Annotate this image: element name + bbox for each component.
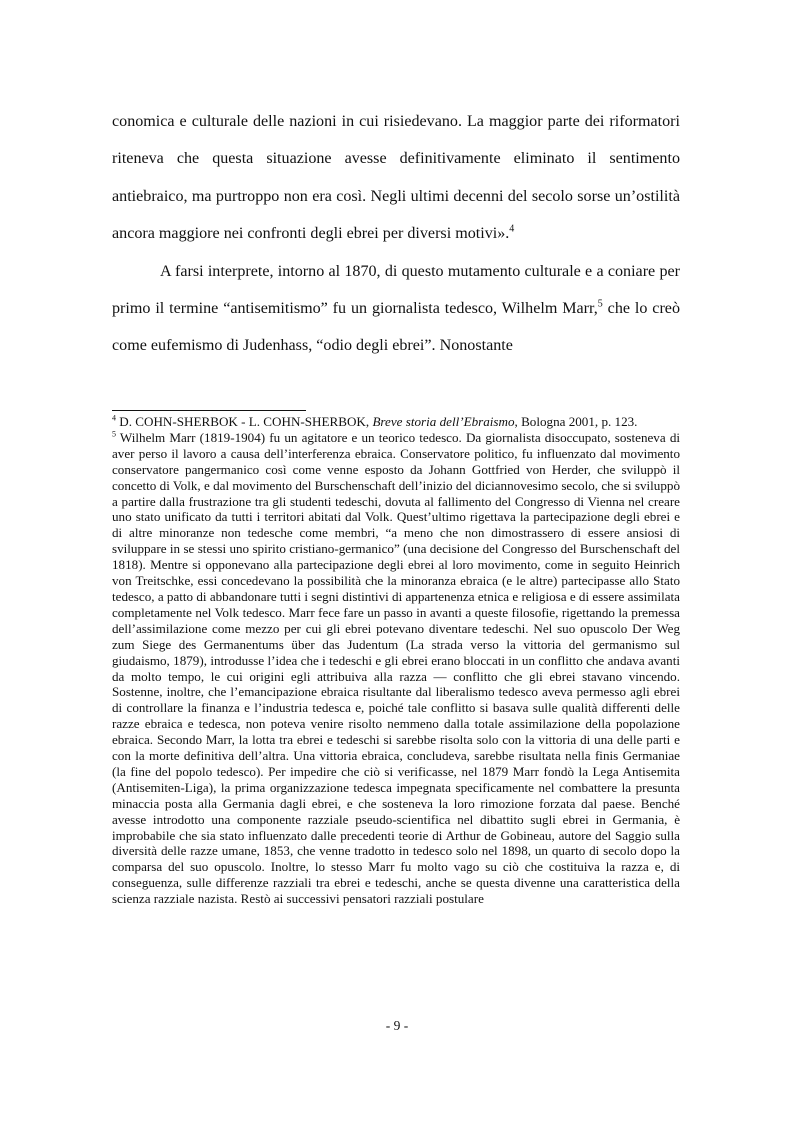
footnote-divider bbox=[112, 410, 306, 411]
footnote-4-title: Breve storia dell’Ebraismo bbox=[372, 414, 515, 429]
footnote-5 bbox=[112, 430, 680, 907]
paragraph-2-text-a: A farsi interprete, intorno al 1870, di questo mutamento culturale e a coniare per primo il termine “antisemitismo” fu un giornalista tedesco, Wilhelm Marr, bbox=[112, 262, 680, 318]
paragraph-2 bbox=[112, 253, 680, 365]
footnote-4-tail: , Bologna 2001, p. 123. bbox=[514, 414, 638, 429]
footnote-ref-4[interactable]: 4 bbox=[509, 223, 515, 235]
footnote-4 bbox=[112, 414, 680, 430]
paragraph-2-text-b: che lo creò come eufemismo di Judenhass, “odio degli ebrei”. Nonostante bbox=[112, 300, 680, 355]
paragraph-1 bbox=[112, 103, 680, 253]
footnote-5-number: 5 bbox=[112, 429, 116, 439]
footnote-5-text: Wilhelm Marr (1819-1904) fu un agitatore e un teorico tedesco. Da giornalista disoccupato, sosteneva di aver perso il lavoro a causa dell’interferenza ebraica. Conservatore politico, fu influenzato dal movimento conservatore pangermanico così come venne esposto da Johann Gottfried von Herder, che sviluppò il concetto di Volk, e dal movimento del Burschenschaft dell’inizio del diciannovesimo secolo, che si sviluppò a partire dalla frustrazione tra gli studenti tedeschi, dovuta al fallimento del Congresso di Vienna nel creare uno stato unificato da tutti i territori abitati dal Volk. Quest’ultimo rigettava la partecipazione degli ebrei e di altre minoranze non tedesche come membri, “a meno che non dimostrassero di essere ansiosi di sviluppare in se stessi uno spirito cristiano-germanico” (una decisione del Congresso del Burschenschaft del 1818). Mentre si opponevano alla partecipazione degli ebrei al loro movimento, come in seguito Heinrich von Treitschke, essi concedevano la possibilità che la minoranza ebraica (e le altre) partecipasse allo Stato tedesco, a patto di abbandonare tutti i segni distintivi di appartenenza etnica e religiosa e di essere assimilata completamente nel Volk tedesco. Marr fece fare un passo in avanti a queste filosofie, rigettando la premessa dell’assimilazione come mezzo per cui gli ebrei potevano diventare tedeschi. Nel suo opuscolo Der Weg zum Siege des Germanentums über das Judentum (La strada verso la vittoria del germanismo sul giudaismo, 1879), introdusse l’idea che i tedeschi e gli ebrei erano bloccati in un conflitto che andava avanti da molto tempo, le cui origini egli attribuiva alla razza — conflitto che gli ebrei stavano vincendo. Sostenne, inoltre, che l’emancipazione ebraica risultante dal liberalismo tedesco aveva permesso agli ebrei di controllare la finanza e l’industria tedesca e, poiché tale conflitto si basava sulle qualità differenti delle razze ebraica e tedesca, non poteva venire risolto nemmeno dalla totale assimilazione della popolazione ebraica. Secondo Marr, la lotta tra ebrei e tedeschi si sarebbe risolta solo con la vittoria di una delle parti e con la morte definitiva dell’altra. Una vittoria ebraica, concludeva, sarebbe risultata nella finis Germaniae (la fine del popolo tedesco). Per impedire che ciò si verificasse, nel 1879 Marr fondò la Lega Antisemita (Antisemiten-Liga), la prima organizzazione tedesca impegnata specificamente nel combattere la presunta minaccia posta alla Germania dagli ebrei, e che sosteneva la loro rimozione forzata dal paese. Benché avesse introdotto una componente razziale pseudo-scientifica nel dibattito sugli ebrei in Germania, è improbabile che sia stato influenzato dalle precedenti teorie di Arthur de Gobineau, autore del Saggio sulla diversità delle razze umane, 1853, che venne tradotto in tedesco solo nel 1898, un quarto di secolo dopo la comparsa del suo opuscolo. Inoltre, lo stesso Marr fu molto vago su ciò che costituiva la razza e, di conseguenza, sulle differenze razziali tra ebrei e tedeschi, anche se questa divenne una caratteristica della scienza razziale nazista. Restò ai successivi pensatori razziali postulare bbox=[112, 429, 680, 907]
footnote-4-authors: D. COHN-SHERBOK - L. COHN-SHERBOK, bbox=[116, 414, 373, 429]
paragraph-1-text: conomica e culturale delle nazioni in cui risiedevano. La maggior parte dei riformatori riteneva che questa situazione avesse definitivamente eliminato il sentimento antiebraico, ma purtroppo non era così. Negli ultimi decenni del secolo sorse un’ostilità ancora maggiore nei confronti degli ebrei per diversi motivi». bbox=[112, 113, 680, 243]
footnote-4-number: 4 bbox=[112, 413, 116, 423]
footnote-ref-5[interactable]: 5 bbox=[597, 298, 603, 310]
page-number: - 9 - bbox=[385, 1018, 409, 1033]
footnotes bbox=[112, 414, 680, 907]
main-text bbox=[112, 103, 680, 365]
